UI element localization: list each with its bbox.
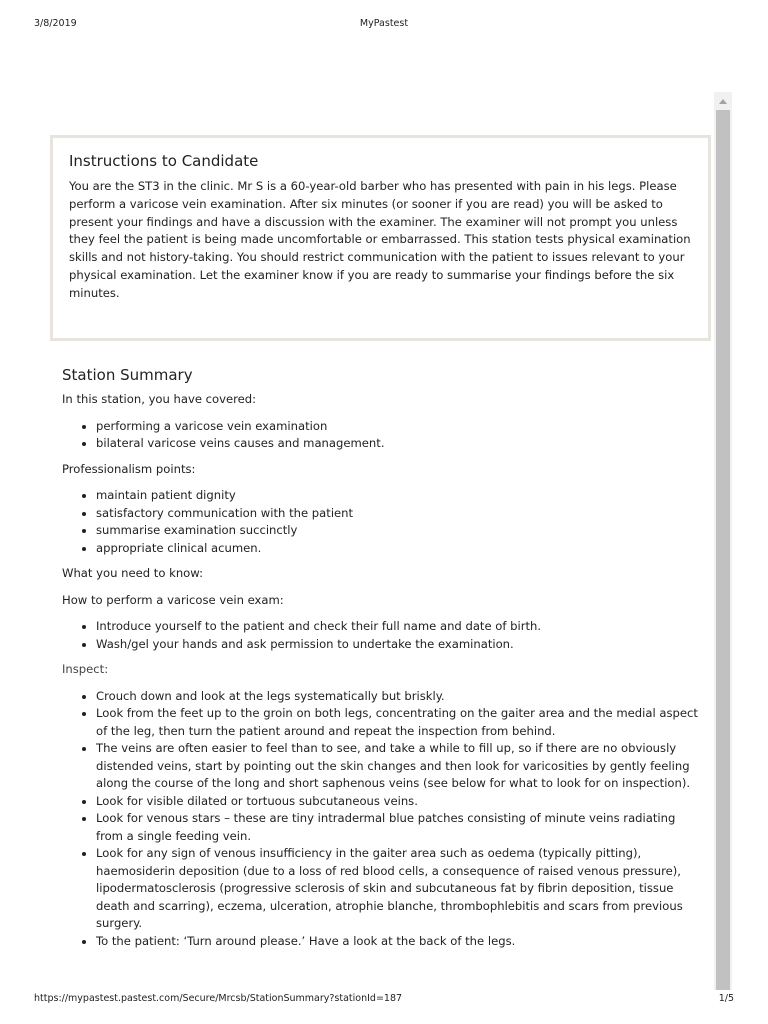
how-to-list [62,618,698,653]
list-item: The veins are often easier to feel than to see, and take a while to fill up, so if there are no obviously distended veins, start by pointing out the skin changes and then look for varicosities by gently feeling along the course of the long and short saphenous veins (see below for what to look for on inspection). [96,740,698,793]
list-item: satisfactory communication with the patient [96,505,698,523]
page-number: 1/5 [718,993,734,1004]
summary-heading: Station Summary [62,366,193,384]
list-item: Wash/gel your hands and ask permission to undertake the examination. [96,636,698,654]
how-to-label: How to perform a varicose vein exam: [62,592,284,607]
inspect-list [62,688,698,951]
list-item: Look for visible dilated or tortuous subcutaneous veins. [96,793,698,811]
vertical-scrollbar[interactable] [714,92,732,990]
instructions-text: You are the ST3 in the clinic. Mr S is a 60-year-old barber who has presented with pain in his legs. Please perform a varicose vein examination. After six minutes (or sooner if you are read) you will be asked to present your findings and have a discussion with the examiner. The examiner will not prompt you unless they feel the patient is being made uncomfortable or embarrassed. This station tests physical examination skills and not history-taking. You should restrict communication with the patient to issues relevant to your physical examination. Let the examiner know if you are ready to summarise your findings before the six minutes. [69,179,691,300]
inspect-label: Inspect: [62,662,109,676]
list-item: To the patient: ‘Turn around please.’ Have a look at the back of the legs. [96,933,698,951]
professionalism-list [62,487,698,557]
print-title: MyPastest [359,18,409,29]
print-date: 3/8/2019 [34,18,77,29]
list-item: performing a varicose vein examination [96,418,698,436]
list-item: bilateral varicose veins causes and management. [96,435,698,453]
professionalism-label: Professionalism points: [62,461,196,476]
covered-label: In this station, you have covered: [62,392,257,406]
station-summary [62,366,698,958]
list-item: appropriate clinical acumen. [96,540,698,558]
list-item: Crouch down and look at the legs systematically but briskly. [96,688,698,706]
scrollbar-thumb[interactable] [716,110,730,990]
instructions-heading: Instructions to Candidate [69,152,259,170]
covered-list [62,418,698,453]
list-item: summarise examination succinctly [96,522,698,540]
list-item: Look from the feet up to the groin on both legs, concentrating on the gaiter area and the medial aspect of the leg, then turn the patient around and repeat the inspection from behind. [96,705,698,740]
instructions-panel [50,135,711,341]
list-item: Look for any sign of venous insufficiency in the gaiter area such as oedema (typically pitting), haemosiderin deposition (due to a loss of red blood cells, a consequence of raised venous pressure), lipodermatosclerosis (progressive sclerosis of skin and subcutaneous fat by fibrin deposition, tissue death and scarring), eczema, ulceration, atrophie blanche, thrombophlebitis and scars from previous surgery. [96,845,698,933]
need-to-know-label: What you need to know: [62,566,204,580]
list-item: maintain patient dignity [96,487,698,505]
list-item: Look for venous stars – these are tiny intradermal blue patches consisting of minute veins radiating from a single feeding vein. [96,810,698,845]
list-item: Introduce yourself to the patient and check their full name and date of birth. [96,618,698,636]
page-url: https://mypastest.pastest.com/Secure/Mrcsb/StationSummary?stationId=187 [34,993,403,1004]
scroll-up-arrow-icon[interactable] [714,92,732,110]
